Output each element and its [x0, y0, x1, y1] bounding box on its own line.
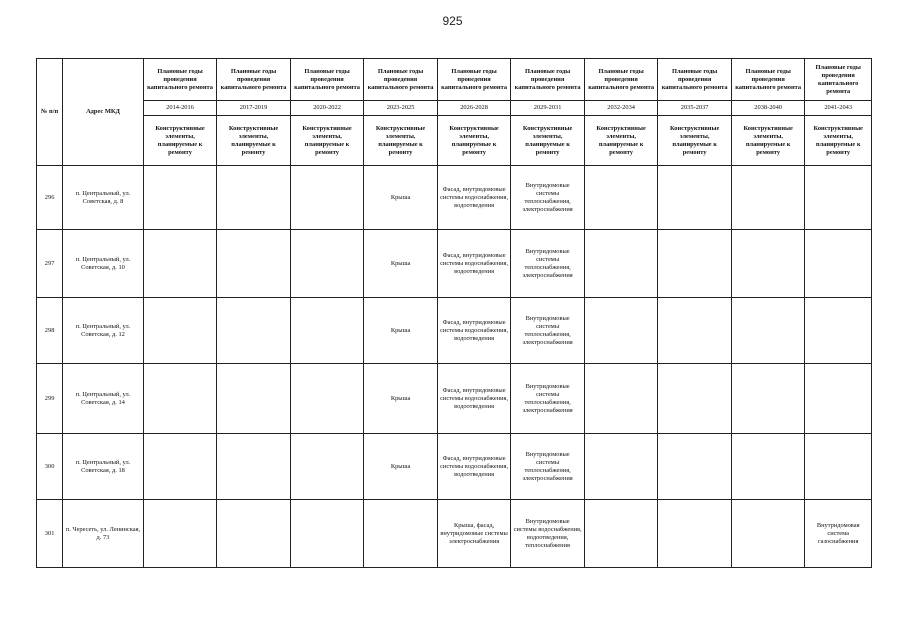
repair-cell: Крыша — [364, 298, 438, 364]
repair-cell — [290, 298, 364, 364]
table-row — [37, 364, 872, 434]
repair-cell: Внутридомовые системы теплоснабжения, электроснабжения — [511, 298, 585, 364]
table-row — [37, 298, 872, 364]
period-years: 2029-2031 — [511, 101, 585, 116]
repair-cell — [731, 166, 805, 230]
repair-cell — [290, 434, 364, 500]
repair-cell — [217, 230, 291, 298]
elements-header: Конструктивные элементы, планируемые к ремонту — [805, 116, 872, 166]
table-row — [37, 500, 872, 568]
period-title: Плановые годы проведения капитального ремонта — [658, 59, 732, 101]
repair-cell: Крыша — [364, 364, 438, 434]
repair-cell — [290, 166, 364, 230]
repair-cell: Фасад, внутридомовые системы водоснабжения, водоотведения — [437, 166, 511, 230]
repair-cell — [805, 166, 872, 230]
repair-cell — [217, 500, 291, 568]
repair-cell: Крыша — [364, 434, 438, 500]
repair-cell — [584, 364, 658, 434]
period-years: 2017-2019 — [217, 101, 291, 116]
period-title: Плановые годы проведения капитального ремонта — [584, 59, 658, 101]
header-period-row — [37, 59, 872, 101]
elements-header: Конструктивные элементы, планируемые к ремонту — [511, 116, 585, 166]
repair-cell — [143, 230, 217, 298]
period-title: Плановые годы проведения капитального ремонта — [364, 59, 438, 101]
elements-header: Конструктивные элементы, планируемые к ремонту — [143, 116, 217, 166]
period-years: 2035-2037 — [658, 101, 732, 116]
elements-header: Конструктивные элементы, планируемые к ремонту — [290, 116, 364, 166]
period-years: 2038-2040 — [731, 101, 805, 116]
period-years: 2014-2016 — [143, 101, 217, 116]
row-address: п. Чересеть, ул. Ленинская, д. 73 — [63, 500, 144, 568]
period-title: Плановые годы проведения капитального ремонта — [731, 59, 805, 101]
header-years-row — [37, 101, 872, 116]
repair-cell — [584, 500, 658, 568]
repair-cell: Внутридомовые системы водоснабжения, водоотведения, теплоснабжения — [511, 500, 585, 568]
repair-cell — [658, 434, 732, 500]
row-number: 300 — [37, 434, 63, 500]
elements-header: Конструктивные элементы, планируемые к ремонту — [364, 116, 438, 166]
row-address: п. Центральный, ул. Советская, д. 8 — [63, 166, 144, 230]
page-number: 925 — [442, 14, 463, 28]
repair-cell — [658, 500, 732, 568]
repair-cell — [584, 166, 658, 230]
repair-cell — [364, 500, 438, 568]
repair-cell: Крыша, фасад, внутридомовые системы электроснабжения — [437, 500, 511, 568]
repair-cell — [731, 298, 805, 364]
repair-cell — [658, 298, 732, 364]
period-title: Плановые годы проведения капитального ремонта — [143, 59, 217, 101]
repair-cell: Фасад, внутридомовые системы водоснабжения, водоотведения — [437, 230, 511, 298]
row-number: 298 — [37, 298, 63, 364]
repair-cell: Крыша — [364, 230, 438, 298]
repair-cell — [731, 364, 805, 434]
row-number: 299 — [37, 364, 63, 434]
repair-cell: Внутридомовая система газоснабжения — [805, 500, 872, 568]
repair-cell: Внутридомовые системы теплоснабжения, электроснабжения — [511, 166, 585, 230]
elements-header: Конструктивные элементы, планируемые к ремонту — [584, 116, 658, 166]
elements-header: Конструктивные элементы, планируемые к ремонту — [437, 116, 511, 166]
period-years: 2023-2025 — [364, 101, 438, 116]
repair-cell: Внутридомовые системы теплоснабжения, электроснабжения — [511, 434, 585, 500]
repair-cell — [731, 500, 805, 568]
repair-cell — [805, 230, 872, 298]
row-number: 301 — [37, 500, 63, 568]
repair-cell — [805, 364, 872, 434]
address-header: Адрес МКД — [63, 59, 144, 166]
table-row — [37, 230, 872, 298]
elements-header: Конструктивные элементы, планируемые к ремонту — [217, 116, 291, 166]
repair-cell — [658, 166, 732, 230]
period-title: Плановые годы проведения капитального ремонта — [217, 59, 291, 101]
row-address: п. Центральный, ул. Советская, д. 10 — [63, 230, 144, 298]
num-header: № п/п — [37, 59, 63, 166]
elements-header: Конструктивные элементы, планируемые к ремонту — [658, 116, 732, 166]
table-row — [37, 434, 872, 500]
period-title: Плановые годы проведения капитального ремонта — [511, 59, 585, 101]
repair-cell — [584, 230, 658, 298]
period-title: Плановые годы проведения капитального ремонта — [290, 59, 364, 101]
row-address: п. Центральный, ул. Советская, д. 18 — [63, 434, 144, 500]
repair-cell: Фасад, внутридомовые системы водоснабжения, водоотведения — [437, 434, 511, 500]
repair-cell — [143, 500, 217, 568]
table-body — [37, 166, 872, 568]
repair-cell — [217, 364, 291, 434]
repair-cell — [658, 230, 732, 298]
repair-cell — [217, 434, 291, 500]
repair-cell — [584, 434, 658, 500]
period-years: 2020-2022 — [290, 101, 364, 116]
elements-header: Конструктивные элементы, планируемые к ремонту — [731, 116, 805, 166]
row-address: п. Центральный, ул. Советская, д. 12 — [63, 298, 144, 364]
period-years: 2032-2034 — [584, 101, 658, 116]
row-address: п. Центральный, ул. Советская, д. 14 — [63, 364, 144, 434]
repair-cell — [143, 298, 217, 364]
period-title: Плановые годы проведения капитального ремонта — [437, 59, 511, 101]
repair-cell — [584, 298, 658, 364]
period-title: Плановые годы проведения капитального ремонта — [805, 59, 872, 101]
repair-cell — [805, 434, 872, 500]
repair-cell: Внутридомовые системы теплоснабжения, электроснабжения — [511, 364, 585, 434]
repair-cell — [217, 298, 291, 364]
period-years: 2041-2043 — [805, 101, 872, 116]
header-elements-row — [37, 116, 872, 166]
repair-cell — [290, 500, 364, 568]
capital-repair-table — [36, 58, 872, 568]
repair-cell — [143, 434, 217, 500]
repair-cell — [217, 166, 291, 230]
period-years: 2026-2028 — [437, 101, 511, 116]
repair-cell — [290, 364, 364, 434]
table-row — [37, 166, 872, 230]
repair-cell: Крыша — [364, 166, 438, 230]
repair-cell — [731, 434, 805, 500]
repair-cell — [731, 230, 805, 298]
row-number: 297 — [37, 230, 63, 298]
repair-cell — [143, 364, 217, 434]
repair-cell — [658, 364, 732, 434]
repair-cell: Внутридомовые системы теплоснабжения, электроснабжения — [511, 230, 585, 298]
repair-cell: Фасад, внутридомовые системы водоснабжения, водоотведения — [437, 298, 511, 364]
repair-cell — [805, 298, 872, 364]
repair-cell — [290, 230, 364, 298]
repair-cell: Фасад, внутридомовые системы водоснабжения, водоотведения — [437, 364, 511, 434]
repair-cell — [143, 166, 217, 230]
row-number: 296 — [37, 166, 63, 230]
